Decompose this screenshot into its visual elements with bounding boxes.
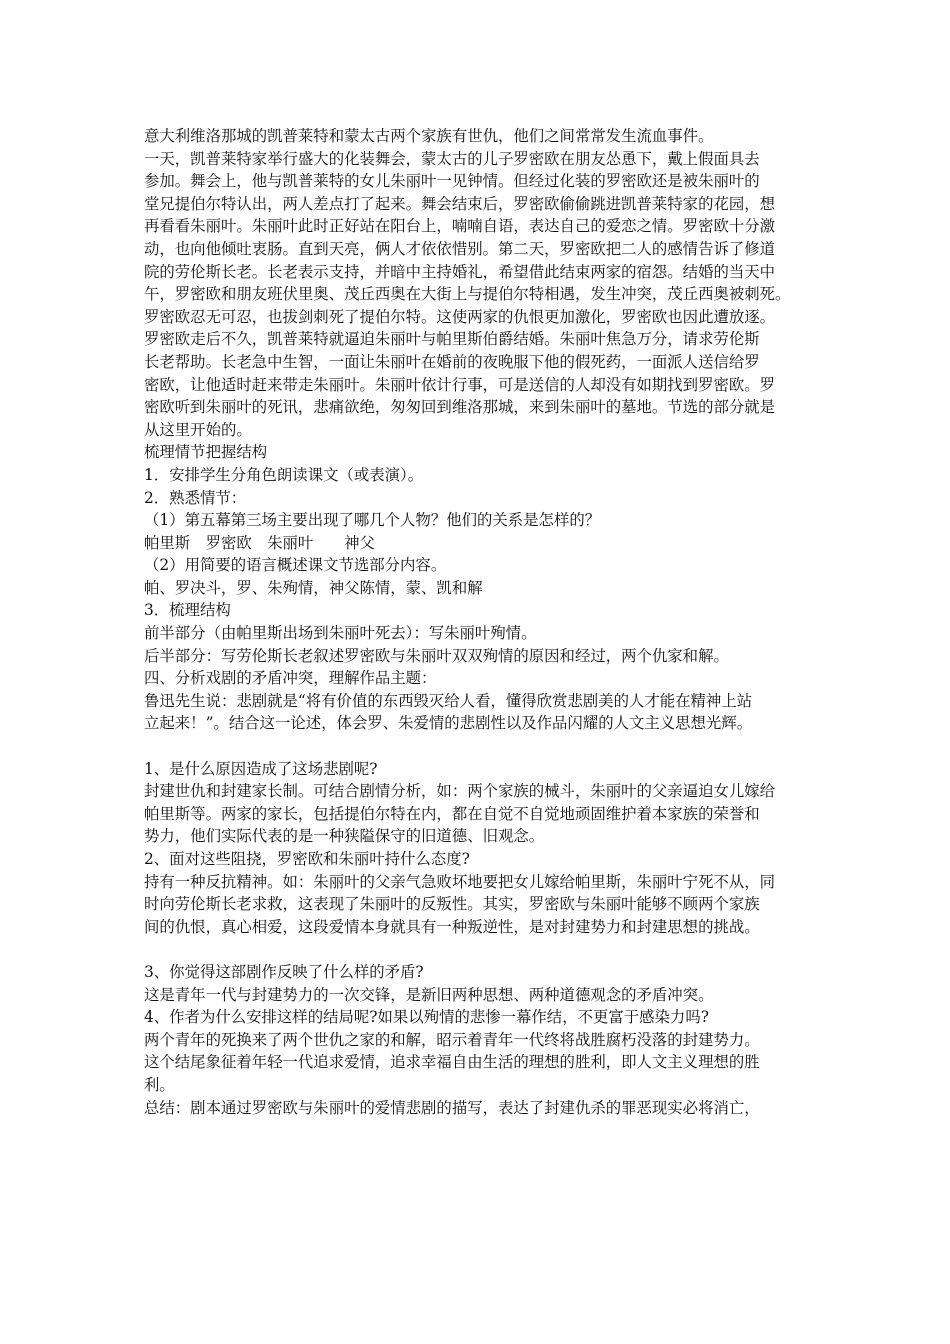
text-line: 意大利维洛那城的凯普莱特和蒙太古两个家族有世仇，他们之间常常发生流血事件。: [144, 127, 714, 145]
text-line: 2．熟悉情节：: [144, 488, 247, 507]
text-line: 堂兄提伯尔特认出，两人差点打了起来。舞会结束后，罗密欧偷偷跳进凯普莱特家的花园，想: [144, 194, 776, 213]
blank-line: [144, 938, 816, 961]
text-line: 3．梳理结构: [144, 601, 231, 620]
text-line: 一天，凯普莱特家举行盛大的化装舞会，蒙太古的儿子罗密欧在朋友怂恿下，戴上假面具去: [144, 149, 760, 168]
text-line: 院的劳伦斯长老。长老表示支持，并暗中主持婚礼，希望借此结束两家的宿怨。结婚的当天中: [144, 262, 776, 281]
section-heading: 梳理情节把握结构: [144, 443, 268, 462]
text-line: 前半部分（由帕里斯出场到朱丽叶死去）：写朱丽叶殉情。: [144, 624, 537, 643]
text-line: 这个结尾象征着年轻一代追求爱情，追求幸福自由生活的理想的胜利，即人文主义理想的胜: [144, 1053, 760, 1072]
question-line: 3、你觉得这部剧作反映了什么样的矛盾?: [144, 962, 424, 981]
text-line: 帕里斯 罗密欧 朱丽叶 神父: [144, 533, 375, 552]
text-line: 帕、罗决斗，罗、朱殉情，神父陈情，蒙、凯和解: [144, 578, 483, 597]
text-line: 动，也向他倾吐衷肠。直到天亮，俩人才依依惜别。第二天，罗密欧把二人的感情告诉了修道: [144, 239, 776, 258]
text-line: 立起来！”。结合这一论述，体会罗、朱爱情的悲剧性以及作品闪耀的人文主义思想光辉。: [144, 714, 753, 733]
text-line: 这是青年一代与封建势力的一次交锋，是新旧两种思想、两种道德观念的矛盾冲突。: [144, 985, 714, 1004]
blank-line: [144, 735, 816, 758]
text-line: 罗密欧走后不久，凯普莱特就逼迫朱丽叶与帕里斯伯爵结婚。朱丽叶焦急万分，请求劳伦斯: [144, 330, 760, 349]
text-line: 密欧，让他适时赶来带走朱丽叶。朱丽叶依计行事，可是送信的人却没有如期找到罗密欧。罗: [144, 375, 776, 394]
text-line: 再看看朱丽叶。朱丽叶此时正好站在阳台上，喃喃自语，表达自己的爱恋之情。罗密欧十分激: [144, 217, 776, 236]
text-line: （2）用简要的语言概述课文节选部分内容。: [144, 556, 447, 575]
text-line: 总结：剧本通过罗密欧与朱丽叶的爱情悲剧的描写，表达了封建仇杀的罪恶现实必将消亡，: [144, 1098, 760, 1117]
section-heading: 四、分析戏剧的矛盾冲突，理解作品主题：: [144, 669, 437, 688]
text-line: 间的仇恨，真心相爱，这段爱情本身就具有一种叛逆性，是对封建势力和封建思想的挑战。: [144, 917, 760, 936]
text-line: 鲁迅先生说：悲剧就是“将有价值的东西毁灭给人看，懂得欣赏悲剧美的人才能在精神上站: [144, 691, 753, 710]
text-line: 从这里开始的。: [144, 420, 252, 439]
question-line: 4、作者为什么安排这样的结局呢?如果以殉情的悲惨一幕作结，不更富于感染力吗?: [144, 1008, 709, 1027]
text-line: 帕里斯等。两家的家长，包括提伯尔特在内，都在自觉不自觉地顽固维护着本家族的荣誉和: [144, 804, 760, 823]
question-line: 1、是什么原因造成了这场悲剧呢?: [144, 759, 378, 778]
text-line: 罗密欧忍无可忍，也拔剑刺死了提伯尔特。这使两家的仇恨更加激化，罗密欧也因此遭放逐。: [144, 307, 776, 326]
text-line: 两个青年的死换来了两个世仇之家的和解，昭示着青年一代终将战胜腐朽没落的封建势力。: [144, 1030, 760, 1049]
text-line: 午，罗密欧和朋友班伏里奥、茂丘西奥在大街上与提伯尔特相遇，发生冲突，茂丘西奥被刺死。: [144, 285, 791, 304]
text-line: 密欧听到朱丽叶的死讯，悲痛欲绝，匆匆回到维洛那城，来到朱丽叶的墓地。节选的部分就是: [144, 398, 776, 417]
text-line: 参加。舞会上，他与凯普莱特的女儿朱丽叶一见钟情。但经过化装的罗密欧还是被朱丽叶的: [144, 172, 760, 191]
question-line: 2、面对这些阻挠，罗密欧和朱丽叶持什么态度?: [144, 850, 470, 868]
text-line: 持有一种反抗精神。如：朱丽叶的父亲气急败坏地要把女儿嫁给帕里斯，朱丽叶宁死不从，同: [144, 872, 776, 891]
text-line: 1．安排学生分角色朗读课文（或表演）。: [144, 465, 424, 484]
text-line: 后半部分：写劳伦斯长老叙述罗密欧与朱丽叶双双殉情的原因和经过，两个仇家和解。: [144, 646, 729, 665]
text-line: 长老帮助。长老急中生智，一面让朱丽叶在婚前的夜晚服下他的假死药，一面派人送信给罗: [144, 352, 760, 371]
text-line: 封建世仇和封建家长制。可结合剧情分析，如：两个家族的械斗，朱丽叶的父亲逼迫女儿嫁给: [144, 782, 776, 801]
text-line: （1）第五幕第三场主要出现了哪几个人物？他们的关系是怎样的？: [144, 511, 601, 530]
text-line: 势力，他们实际代表的是一种狭隘保守的旧道德、旧观念。: [144, 827, 545, 846]
text-line: 时向劳伦斯长老求救，这表现了朱丽叶的反叛性。其实，罗密欧与朱丽叶能够不顾两个家族: [144, 895, 760, 914]
text-line: 利。: [144, 1075, 175, 1094]
document-body: [144, 125, 816, 1119]
